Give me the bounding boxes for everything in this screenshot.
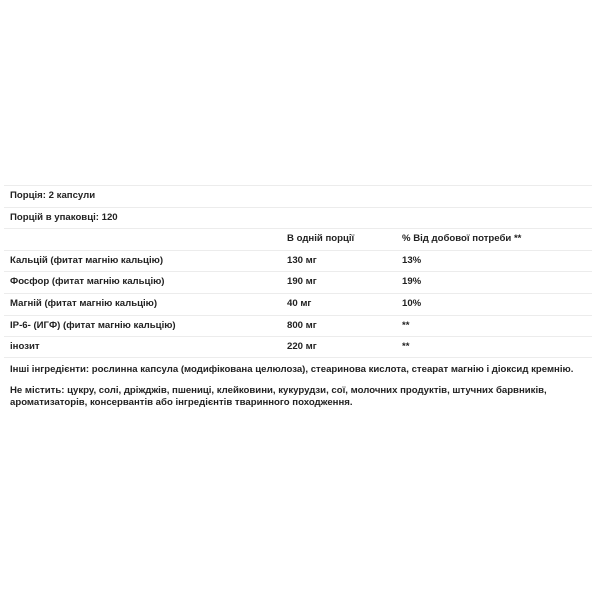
nutrient-name: Фосфор (фитат магнію кальцію)	[10, 276, 165, 288]
servings-per-container-row	[4, 207, 592, 229]
table-row	[4, 315, 592, 337]
ingredient-notes	[10, 364, 595, 418]
serving-size-row	[4, 185, 592, 207]
nutrient-amount: 40 мг	[287, 297, 312, 309]
other-ingredients-text: Інші інгредієнти: рослинна капсула (модифікована целюлоза), стеаринова кислота, стеарат магнію і діоксид кремнію.	[10, 364, 574, 375]
nutrient-daily-value: 19%	[402, 276, 422, 288]
table-row	[4, 250, 592, 272]
nutrient-daily-value: **	[402, 319, 410, 331]
does-not-contain-text: Не містить: цукру, солі, дріжджів, пшениці, клейковини, кукурудзи, сої, молочних продуктів, штучних барвників, ароматизаторів, консервантів або інгредієнтів тваринного походження.	[10, 384, 547, 408]
header-daily-value: % Від добової потреби **	[402, 233, 522, 245]
serving-size: Порція: 2 капсули	[10, 190, 96, 201]
servings-per-container: Порцій в упаковці: 120	[10, 211, 118, 223]
nutrient-amount: 190 мг	[287, 276, 317, 288]
table-row	[4, 293, 592, 315]
table-header-row	[4, 228, 592, 250]
table-row	[4, 271, 592, 293]
nutrient-amount: 800 мг	[287, 319, 317, 331]
nutrient-daily-value: 10%	[402, 297, 422, 309]
nutrient-name: Магній (фитат магнію кальцію)	[10, 297, 158, 309]
nutrient-amount: 220 мг	[287, 341, 317, 353]
nutrient-name: інозит	[10, 341, 40, 353]
nutrient-daily-value: 13%	[402, 254, 422, 266]
nutrient-name: Кальцій (фитат магнію кальцію)	[10, 254, 164, 266]
nutrient-daily-value: **	[402, 341, 410, 353]
table-row	[4, 336, 592, 358]
nutrient-amount: 130 мг	[287, 254, 317, 266]
nutrient-name: IP-6- (ИГФ) (фитат магнію кальцію)	[10, 319, 176, 331]
header-amount: В одній порції	[287, 233, 355, 245]
supplement-facts-table	[4, 185, 592, 358]
